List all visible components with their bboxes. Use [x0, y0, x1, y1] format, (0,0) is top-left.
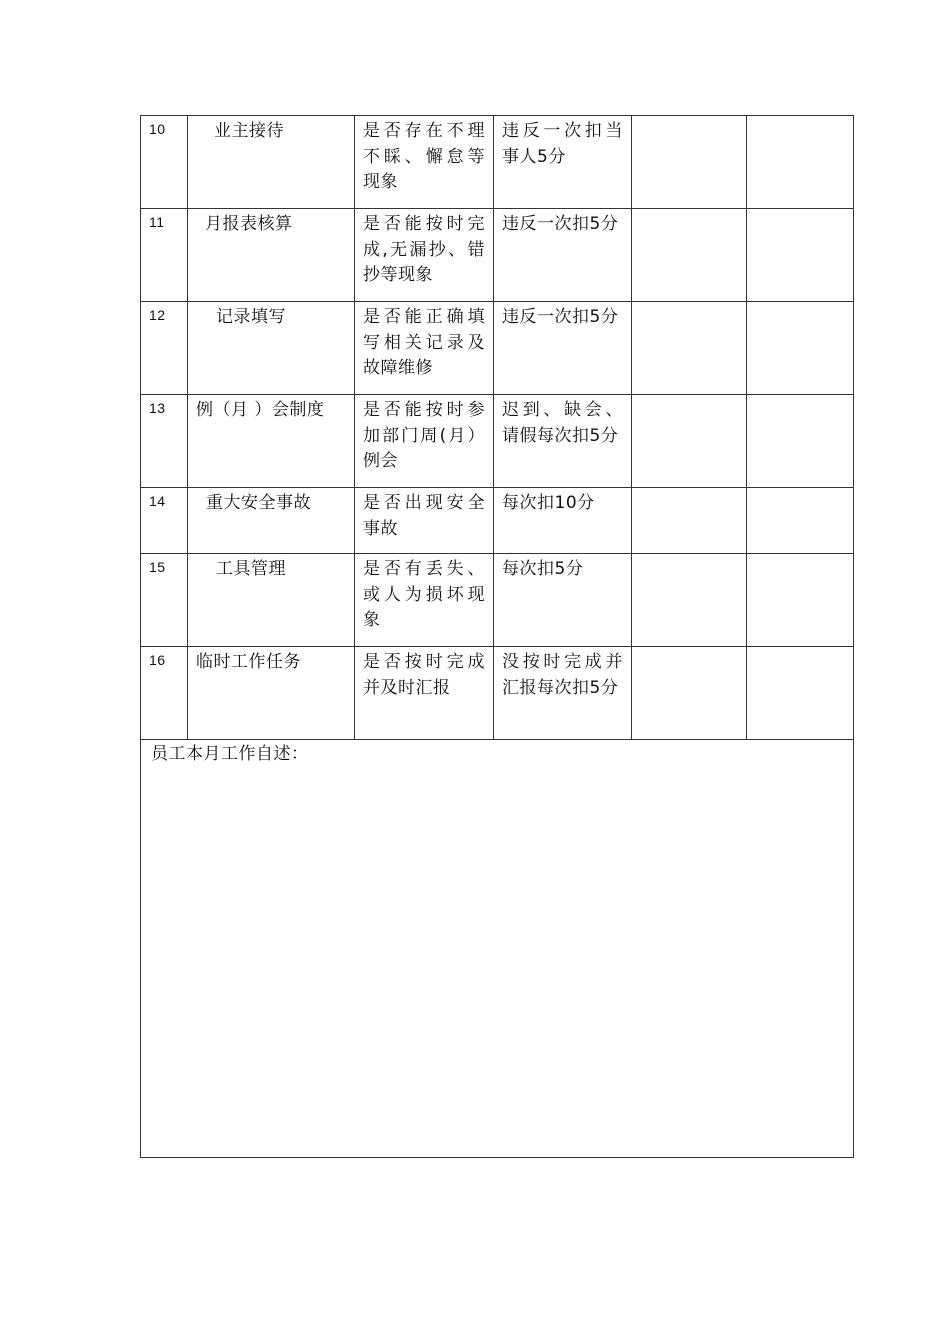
deduction-rule: 违反一次扣当事人5分	[494, 116, 632, 209]
table-row	[141, 647, 854, 740]
deduction-rule: 每次扣5分	[494, 554, 632, 647]
deduction-rule: 没按时完成并汇报每次扣5分	[494, 647, 632, 740]
assessment-criterion: 是否存在不理不睬、懈怠等现象	[355, 116, 494, 209]
table-row	[141, 554, 854, 647]
row-number: 13	[141, 395, 188, 488]
score-cell	[632, 302, 747, 395]
assessment-criterion: 是否能按时参加部门周(月）例会	[355, 395, 494, 488]
remark-cell	[747, 647, 854, 740]
remark-cell	[747, 209, 854, 302]
assessment-criterion: 是否出现安全事故	[355, 488, 494, 554]
row-number: 16	[141, 647, 188, 740]
assessment-criterion: 是否能按时完成,无漏抄、错抄等现象	[355, 209, 494, 302]
score-cell	[632, 209, 747, 302]
table-row	[141, 488, 854, 554]
row-number: 12	[141, 302, 188, 395]
assessment-item: 月报表核算	[188, 209, 355, 302]
remark-cell	[747, 395, 854, 488]
assessment-criterion: 是否有丢失、或人为损坏现象	[355, 554, 494, 647]
deduction-rule: 违反一次扣5分	[494, 302, 632, 395]
remark-cell	[747, 302, 854, 395]
score-cell	[632, 395, 747, 488]
self-statement-row	[141, 740, 854, 1158]
remark-cell	[747, 554, 854, 647]
score-cell	[632, 647, 747, 740]
assessment-criterion: 是否能正确填写相关记录及故障维修	[355, 302, 494, 395]
row-number: 15	[141, 554, 188, 647]
remark-cell	[747, 116, 854, 209]
self-statement-label: 员工本月工作自述：	[151, 744, 309, 764]
score-cell	[632, 116, 747, 209]
table-row	[141, 209, 854, 302]
remark-cell	[747, 488, 854, 554]
assessment-item: 例（月 ）会制度	[188, 395, 355, 488]
self-statement-box[interactable]	[141, 740, 854, 1158]
row-number: 14	[141, 488, 188, 554]
deduction-rule: 迟到、缺会、请假每次扣5分	[494, 395, 632, 488]
score-cell	[632, 554, 747, 647]
score-cell	[632, 488, 747, 554]
table-row	[141, 116, 854, 209]
evaluation-table	[140, 115, 854, 1158]
row-number: 10	[141, 116, 188, 209]
assessment-item: 业主接待	[188, 116, 355, 209]
row-number: 11	[141, 209, 188, 302]
deduction-rule: 每次扣10分	[494, 488, 632, 554]
assessment-item: 记录填写	[188, 302, 355, 395]
table-row	[141, 302, 854, 395]
assessment-item: 工具管理	[188, 554, 355, 647]
assessment-item: 临时工作任务	[188, 647, 355, 740]
deduction-rule: 违反一次扣5分	[494, 209, 632, 302]
assessment-item: 重大安全事故	[188, 488, 355, 554]
table-row	[141, 395, 854, 488]
assessment-criterion: 是否按时完成并及时汇报	[355, 647, 494, 740]
